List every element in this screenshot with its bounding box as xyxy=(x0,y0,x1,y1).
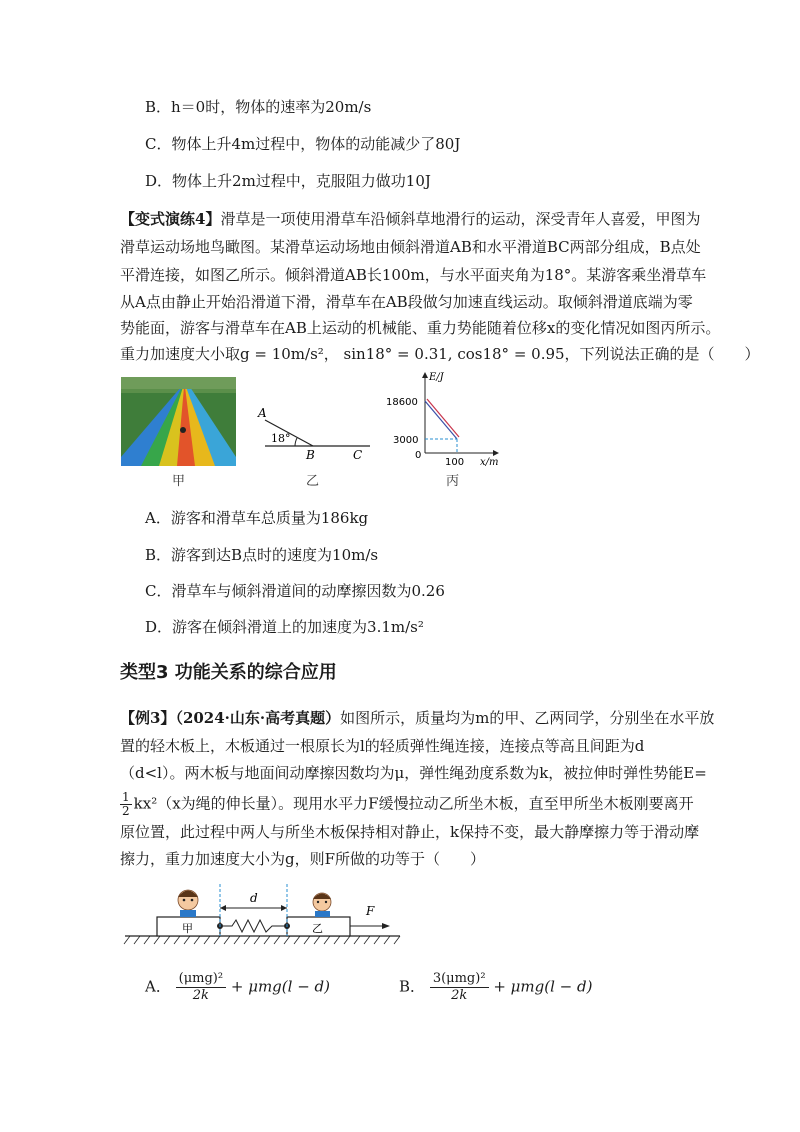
exercise-line-4: 从A点由静止开始沿滑道下滑，滑草车在AB段做匀加速直线运动。取倾斜滑道底端为零 xyxy=(120,293,693,311)
point-c-label: C xyxy=(353,448,363,462)
person-yi-icon xyxy=(313,893,331,917)
exercise-option-d: D．游客在倾斜滑道上的加速度为3.1m/s² xyxy=(145,618,424,636)
figure-jia-caption: 甲 xyxy=(172,474,186,489)
origin-label: 0 xyxy=(415,450,422,461)
figure-yi-caption: 乙 xyxy=(306,474,320,489)
section-title: 类型3 功能关系的综合应用 xyxy=(120,662,337,683)
exercise-option-b: B．游客到达B点时的速度为10m/s xyxy=(145,546,379,564)
exercise-option-c: C．滑草车与倾斜滑道间的动摩擦因数为0.26 xyxy=(145,582,445,600)
y-axis-label: E/J xyxy=(429,372,444,383)
half-fraction: $\frac{1}{2}$ xyxy=(122,790,130,818)
exercise-option-a: A．游客和滑草车总质量为186kg xyxy=(145,509,369,527)
example-line-2: 置的轻木板上，木板通过一根原长为l的轻质弹性绳连接，连接点等高且间距为d xyxy=(120,737,645,755)
board-jia-label: 甲 xyxy=(182,922,193,935)
x-tick-100: 100 xyxy=(445,457,465,468)
option-a-fraction: (μmg)² 2k xyxy=(176,971,226,1004)
distance-d-label: d xyxy=(250,891,258,905)
board-yi-label: 乙 xyxy=(312,922,323,935)
y-tick-18600: 18600 xyxy=(386,397,418,408)
y-tick-3000: 3000 xyxy=(393,435,419,446)
grass-slide-photo xyxy=(121,377,236,466)
prev-option-b: B．h＝0时，物体的速率为20m/s xyxy=(145,98,372,116)
mechanical-energy-line xyxy=(427,399,459,437)
example-line-4: $\frac{1}{2}$ kx²（x为绳的伸长量）。现用水平力F缓慢拉动乙所坐木板，直至甲所坐木板刚要离开 xyxy=(122,790,694,818)
exercise-label: 【变式演练4】 xyxy=(120,210,221,228)
option-b-fraction: 3(μmg)² 2k xyxy=(430,971,489,1004)
energy-graph xyxy=(383,368,503,468)
exercise-line-2: 滑草运动场地鸟瞰图。某滑草运动场地由倾斜滑道AB和水平滑道BC两部分组成，B点处 xyxy=(120,238,701,256)
boards-diagram xyxy=(120,882,410,952)
exercise-line-1: 【变式演练4】滑草是一项使用滑草车沿倾斜草地滑行的运动，深受青年人喜爱，甲图为 xyxy=(120,210,701,228)
example-source: （2024·山东·高考真题） xyxy=(175,709,341,727)
example-label: 【例3】 xyxy=(120,709,176,727)
exercise-line-3: 平滑连接，如图乙所示。倾斜滑道AB长100m，与水平面夹角为18°。某游客乘坐滑草车 xyxy=(120,266,707,284)
incline-diagram xyxy=(255,405,380,465)
elastic-cord xyxy=(223,920,284,932)
figure-bing-caption: 丙 xyxy=(446,474,460,489)
example-line-5: 原位置，此过程中两人与所坐木板保持相对静止，k保持不变，最大静摩擦力等于滑动摩 xyxy=(120,823,700,841)
example-option-a: A． (μmg)² 2k + μmg(l − d) xyxy=(145,971,330,1003)
point-b-label: B xyxy=(306,448,315,462)
force-f-label: F xyxy=(366,904,375,918)
prev-option-d: D．物体上升2m过程中，克服阻力做功10J xyxy=(145,172,431,190)
example-line-1: 【例3】（2024·山东·高考真题）如图所示，质量均为m的甲、乙两同学，分别坐在水平放 xyxy=(120,709,715,727)
exercise-line-6: 重力加速度大小取g = 10m/s²， sin18° = 0.31, cos18° = 0.95，下列说法正确的是（ ） xyxy=(120,345,760,363)
example-line-3: （d<l）。两木板与地面间动摩擦因数均为μ，弹性绳劲度系数为k，被拉伸时弹性势能E= xyxy=(120,764,707,782)
potential-energy-line xyxy=(425,401,457,439)
x-axis-label: x/m xyxy=(480,457,499,468)
angle-label: 18° xyxy=(271,432,291,445)
exercise-line-5: 势能面，游客与滑草车在AB上运动的机械能、重力势能随着位移x的变化情况如图丙所示。 xyxy=(120,319,721,337)
example-line-6: 擦力，重力加速度大小为g，则F所做的功等于（ ） xyxy=(120,850,486,868)
person-jia-icon xyxy=(178,890,198,917)
point-a-label: A xyxy=(258,406,267,420)
prev-option-c: C．物体上升4m过程中，物体的动能减少了80J xyxy=(145,135,461,153)
example-option-b: B． 3(μmg)² 2k + μmg(l − d) xyxy=(399,971,593,1003)
